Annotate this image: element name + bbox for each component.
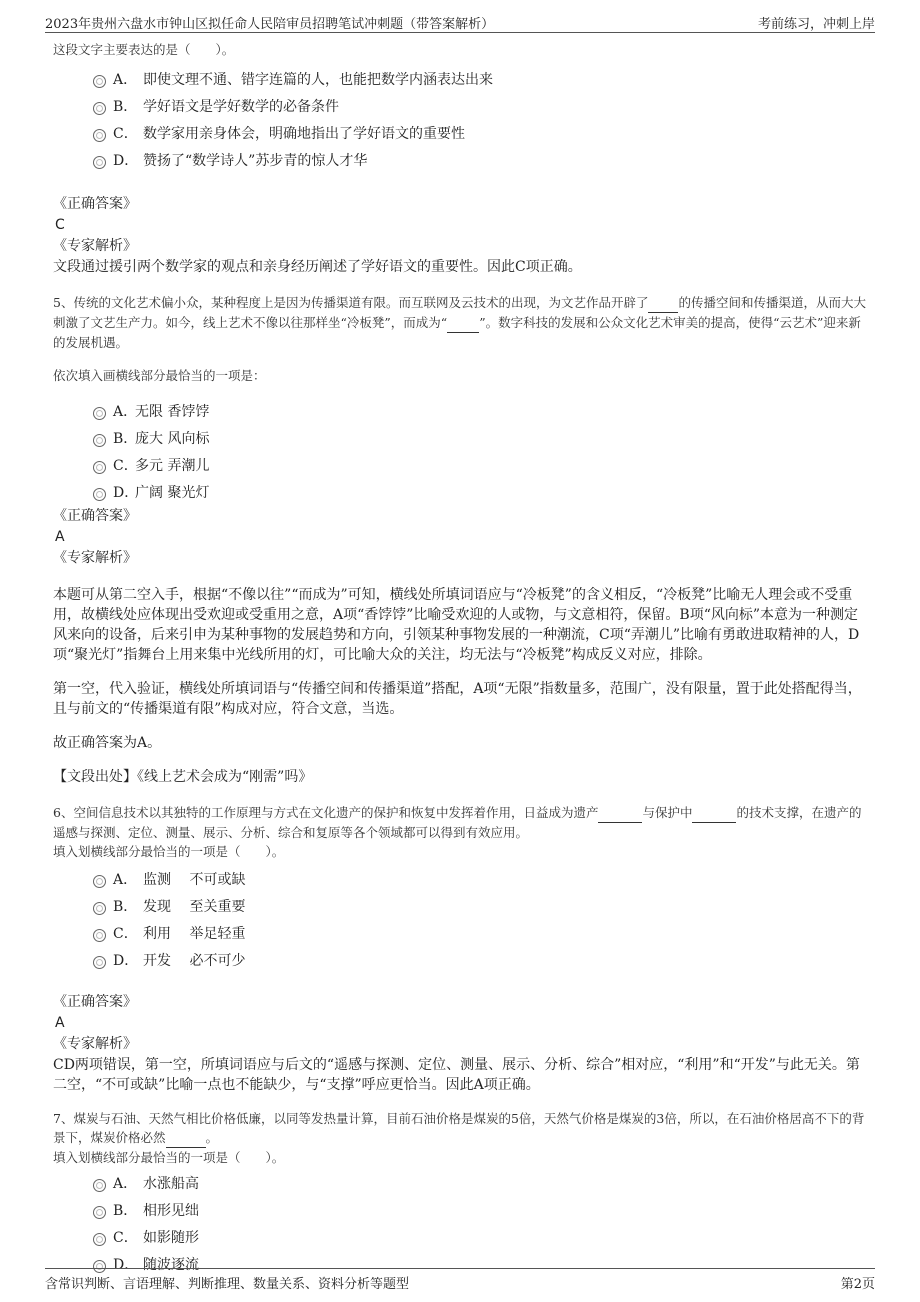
option-a[interactable]: A． 水涨船高: [93, 1169, 868, 1196]
analysis-label: 《专家解析》: [53, 238, 137, 254]
header-slogan: 考前练习，冲刺上岸: [757, 17, 875, 32]
fill-blank: [447, 313, 479, 333]
radio-icon[interactable]: [93, 461, 106, 474]
question-prompt: 填入划横线部分最恰当的一项是（ ）。: [53, 844, 285, 859]
radio-icon[interactable]: [93, 434, 106, 447]
option-list: [93, 65, 868, 173]
fill-blank: [166, 1128, 206, 1148]
page-header: [45, 10, 875, 33]
option-d[interactable]: D． 赞扬了“数学诗人”苏步青的惊人才华: [93, 146, 868, 173]
radio-icon[interactable]: [93, 156, 106, 169]
fill-blank: [692, 803, 736, 823]
page-number: 第2页: [840, 1277, 875, 1292]
question-6: [53, 803, 868, 1095]
option-a[interactable]: A． 无限 香饽饽: [93, 397, 868, 424]
radio-icon[interactable]: [93, 1233, 106, 1246]
answer-value: A: [55, 529, 65, 545]
question-stem: 5、传统的文化艺术偏小众，某种程度上是因为传播渠道有限。而互联网及云技术的出现，为文艺作品开辟了 的传播空间和传播渠道，从而大大刺激了文艺生产力。如今，线上艺术不像以往那样坐“冷板凳”，而成为“ ”。数字科技的发展和公众文化艺术审美的提高，使得“云艺术”迎来新的发展机遇。: [53, 295, 866, 350]
answer-label: 《正确答案》: [53, 508, 137, 524]
analysis-paragraph: 本题可从第二空入手，根据“不像以往”“而成为”可知，横线处所填词语应与“冷板凳”的含义相反，“冷板凳”比喻无人理会或不受重用，故横线处应体现出受欢迎或受重用之意，A项“香饽饽”比喻受欢迎的人或物，与文意相符，保留。B项“风向标”本意为一种测定风来向的设备，后来引申为某种事物的发展趋势和方向，引领某种事物发展的一种潮流，C项“弄潮儿”比喻有勇敢进取精神的人，D项“聚光灯”指舞台上用来集中光线所用的灯，可比喻大众的关注，均无法与“冷板凳”构成反义对应，排除。: [53, 587, 860, 663]
analysis-paragraph: 第一空，代入验证，横线处所填词语与“传播空间和传播渠道”搭配，A项“无限”指数量多，范围广，没有限量，置于此处搭配得当，且与前文的“传播渠道有限”构成对应，符合文意，当选。: [53, 681, 862, 717]
analysis-conclusion: 故正确答案为A。: [53, 735, 162, 751]
radio-icon[interactable]: [93, 407, 106, 420]
option-c[interactable]: C． 利用 举足轻重: [93, 919, 868, 946]
question-stem: 这段文字主要表达的是（ ）。: [53, 42, 235, 57]
question-prompt: 依次填入画横线部分最恰当的一项是：: [53, 368, 266, 383]
answer-label: 《正确答案》: [53, 994, 137, 1010]
page-footer: [45, 1268, 875, 1291]
analysis-text: CD两项错误，第一空，所填词语应与后文的“遥感与探测、定位、测量、展示、分析、综合”相对应，“利用”和“开发”与此无关。第二空，“不可或缺”比喻一点也不能缺少，与“支撑”呼应更恰当。因此A项正确。: [53, 1057, 860, 1093]
source-note: 【文段出处】《线上艺术会成为“刚需”吗》: [53, 769, 313, 785]
question-prompt: 填入划横线部分最恰当的一项是（ ）。: [53, 1150, 285, 1165]
answer-value: C: [55, 217, 65, 233]
option-list: [93, 1169, 868, 1277]
radio-icon[interactable]: [93, 129, 106, 142]
option-b[interactable]: B． 学好语文是学好数学的必备条件: [93, 92, 868, 119]
analysis-text: 文段通过援引两个数学家的观点和亲身经历阐述了学好语文的重要性。因此C项正确。: [53, 259, 582, 275]
option-b[interactable]: B． 相形见绌: [93, 1196, 868, 1223]
option-c[interactable]: C． 如影随形: [93, 1223, 868, 1250]
question-stem: 7、煤炭与石油、天然气相比价格低廉，以同等发热量计算，目前石油价格是煤炭的5倍，天然气价格是煤炭的3倍，所以，在石油价格居高不下的背景下，煤炭价格必然 。: [53, 1109, 868, 1148]
radio-icon[interactable]: [93, 929, 106, 942]
radio-icon[interactable]: [93, 75, 106, 88]
radio-icon[interactable]: [93, 875, 106, 888]
analysis-label: 《专家解析》: [53, 550, 137, 566]
radio-icon[interactable]: [93, 902, 106, 915]
analysis-label: 《专家解析》: [53, 1036, 137, 1052]
option-b[interactable]: B． 庞大 风向标: [93, 424, 868, 451]
answer-value: A: [55, 1015, 65, 1031]
option-c[interactable]: C． 多元 弄潮儿: [93, 451, 868, 478]
footer-subjects: 含常识判断、言语理解、判断推理、数量关系、资料分析等题型: [45, 1277, 410, 1292]
option-d[interactable]: D． 随波逐流: [93, 1250, 868, 1277]
fill-blank: [648, 293, 678, 313]
answer-label: 《正确答案》: [53, 196, 137, 212]
option-a[interactable]: A． 即使文理不通、错字连篇的人，也能把数学内涵表达出来: [93, 65, 868, 92]
radio-icon[interactable]: [93, 102, 106, 115]
page-content: [53, 40, 868, 1277]
question-4: [53, 40, 868, 277]
option-c[interactable]: C． 数学家用亲身体会，明确地指出了学好语文的重要性: [93, 119, 868, 146]
question-stem: 6、空间信息技术以其独特的工作原理与方式在文化遗产的保护和恢复中发挥着作用，日益成为遗产 与保护中 的技术支撑，在遗产的遥感与探测、定位、测量、展示、分析、综合和复原等各个领域都可以得到有效应用。: [53, 805, 862, 840]
question-7: [53, 1109, 868, 1277]
fill-blank: [598, 803, 642, 823]
option-list: [93, 397, 868, 505]
option-d[interactable]: D． 开发 必不可少: [93, 946, 868, 973]
radio-icon[interactable]: [93, 1179, 106, 1192]
option-list: [93, 865, 868, 973]
document-title: 2023年贵州六盘水市钟山区拟任命人民陪审员招聘笔试冲刺题（带答案解析）: [45, 17, 495, 32]
radio-icon[interactable]: [93, 1206, 106, 1219]
option-d[interactable]: D． 广阔 聚光灯: [93, 478, 868, 505]
option-a[interactable]: A． 监测 不可或缺: [93, 865, 868, 892]
option-b[interactable]: B． 发现 至关重要: [93, 892, 868, 919]
radio-icon[interactable]: [93, 488, 106, 501]
radio-icon[interactable]: [93, 956, 106, 969]
question-5: [53, 293, 868, 787]
